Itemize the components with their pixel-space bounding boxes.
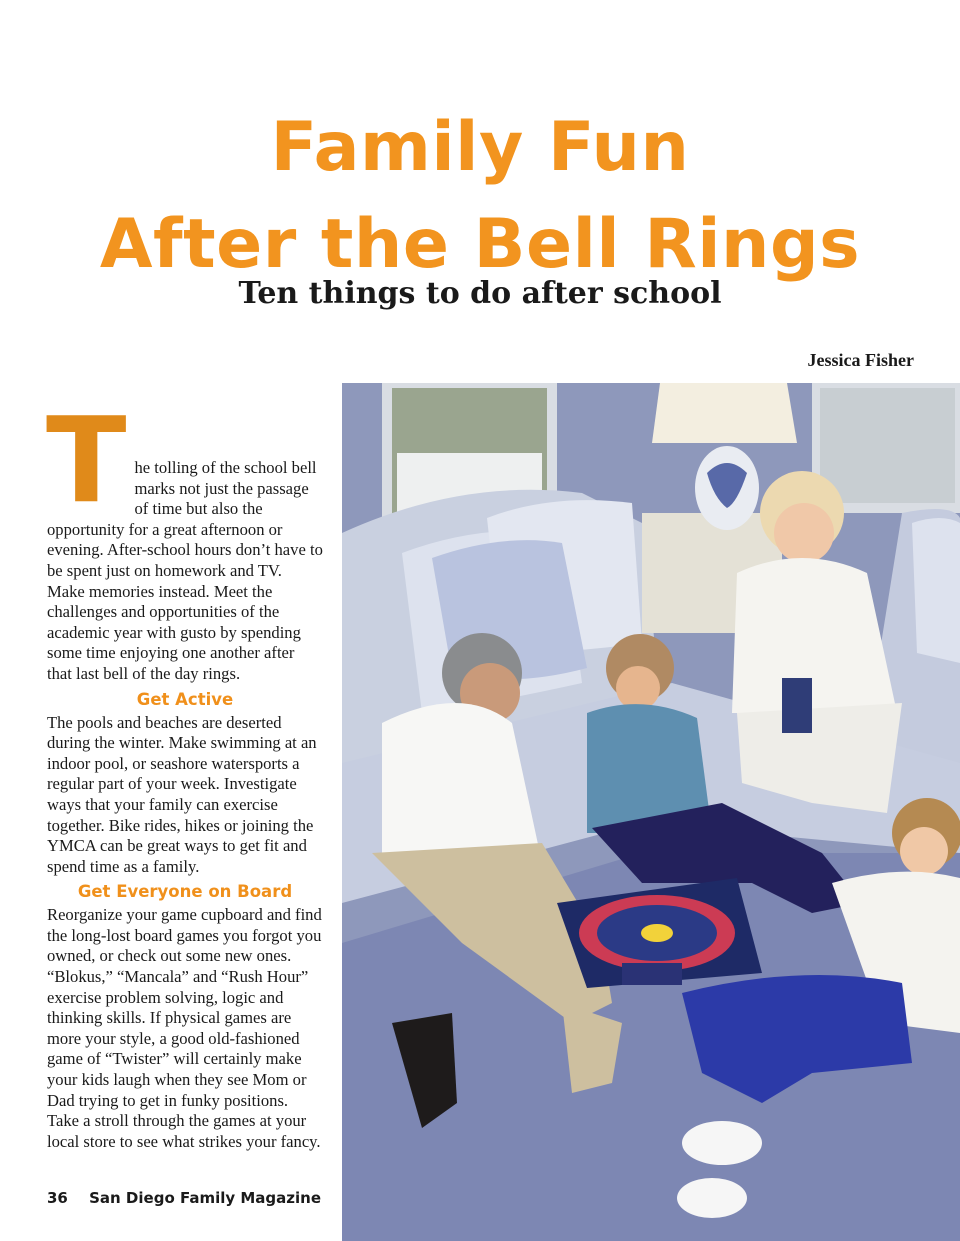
- drop-cap: T: [46, 391, 127, 529]
- publication-name: San Diego Family Magazine: [89, 1189, 322, 1207]
- family-board-game-photo: [342, 383, 960, 1241]
- title-line-1: Family Fun: [270, 108, 690, 187]
- page-footer: [47, 1189, 321, 1207]
- title-line-2: After the Bell Rings: [99, 205, 861, 284]
- intro-paragraph: he tolling of the school bell marks not just the passage of time but also the opportunity for a great afternoon or evening. After-school hours don’t have to be spent just on homework and TV. Make memories instead. Meet the challenges and opportunities of the academic year with gusto by spending some time enjoying one another after that last bell of the day rings.: [47, 458, 323, 683]
- section-heading-get-everyone-on-board: Get Everyone on Board: [77, 882, 293, 902]
- section-heading-get-active: Get Active: [136, 689, 234, 709]
- author-byline: Jessica Fisher: [807, 350, 914, 370]
- section-body-get-active: The pools and beaches are deserted during the winter. Make swimming at an indoor pool, or seashore watersports a regular part of your week. Investigate ways that your family can exercise together. Bike rides, hikes or joining the YMCA can be great ways to get fit and spend time as a family.: [47, 712, 317, 876]
- page-number: 36: [47, 1189, 68, 1207]
- section-body-get-everyone-on-board: Reorganize your game cupboard and find the long-lost board games you forgot you owned, or check out some new ones. “Blokus,” “Mancala” and “Rush Hour” exercise problem solving, logic and thinking skills. If physical games are more your style, a good old-fashioned game of “Twister” will certainly make your kids laugh when they see Mom or Dad trying to get in funky positions. Take a stroll through the games at your local store to see what strikes your fancy.: [47, 905, 322, 1151]
- subtitle: Ten things to do after school: [238, 276, 722, 311]
- article-body: [46, 391, 323, 1152]
